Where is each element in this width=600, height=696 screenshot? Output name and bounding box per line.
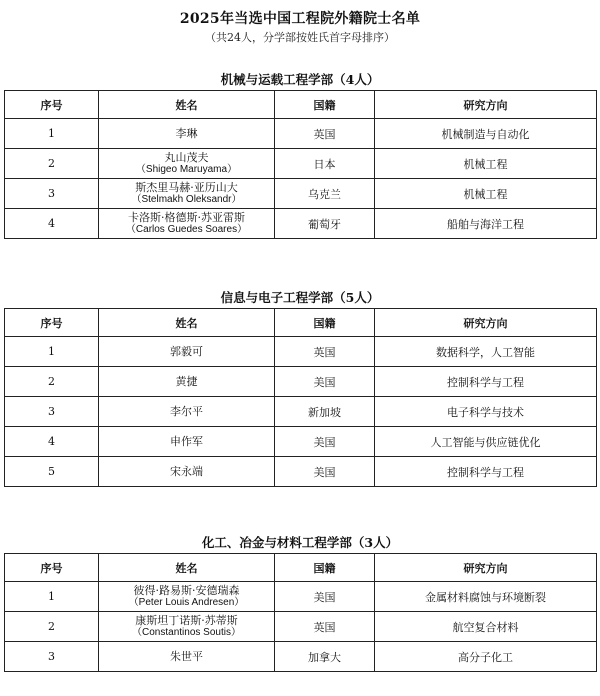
row-index: 4 <box>5 427 99 457</box>
table-row <box>5 149 597 179</box>
header-nationality: 国籍 <box>275 91 375 119</box>
row-index: 2 <box>5 612 99 642</box>
table-row <box>5 397 597 427</box>
header-index: 序号 <box>5 554 99 582</box>
member-nationality: 美国 <box>275 582 375 612</box>
member-research-field: 电子科学与技术 <box>375 397 597 427</box>
member-nationality: 美国 <box>275 457 375 487</box>
member-name-cell <box>99 367 275 397</box>
table-row <box>5 612 597 642</box>
section-title: 信息与电子工程学部（5人） <box>220 290 380 305</box>
table-row <box>5 367 597 397</box>
member-name-cell <box>99 582 275 612</box>
row-index: 2 <box>5 367 99 397</box>
member-nationality: 新加坡 <box>275 397 375 427</box>
member-name: 黄捷 <box>175 375 198 388</box>
member-research-field: 金属材料腐蚀与环境断裂 <box>375 582 597 612</box>
row-index: 4 <box>5 209 99 239</box>
member-name: 朱世平 <box>170 650 203 663</box>
member-research-field: 人工智能与供应链优化 <box>375 427 597 457</box>
table-row <box>5 582 597 612</box>
table-row <box>5 427 597 457</box>
table-header-row <box>5 309 597 337</box>
header-index: 序号 <box>5 91 99 119</box>
header-name: 姓名 <box>99 91 275 119</box>
section-chemical <box>4 533 596 672</box>
member-nationality: 美国 <box>275 427 375 457</box>
member-name-cell <box>99 457 275 487</box>
member-research-field: 控制科学与工程 <box>375 367 597 397</box>
member-nationality: 美国 <box>275 367 375 397</box>
row-index: 1 <box>5 582 99 612</box>
member-research-field: 机械制造与自动化 <box>375 119 597 149</box>
member-name: 申作军 <box>170 435 203 448</box>
member-name: 李尔平 <box>170 405 203 418</box>
member-name-cell <box>99 427 275 457</box>
header-name: 姓名 <box>99 554 275 582</box>
roster-table <box>4 308 597 487</box>
table-header-row <box>5 91 597 119</box>
table-row <box>5 457 597 487</box>
member-name: 李琳 <box>175 127 198 140</box>
member-nationality: 英国 <box>275 337 375 367</box>
row-index: 5 <box>5 457 99 487</box>
member-name-english: （Shigeo Maruyama） <box>135 164 238 175</box>
member-name-cell <box>99 612 275 642</box>
member-name-english: （Constantinos Soutis） <box>132 627 241 638</box>
section-title: 化工、冶金与材料工程学部（3人） <box>201 535 399 550</box>
row-index: 3 <box>5 179 99 209</box>
table-header-row <box>5 554 597 582</box>
member-name: 郭毅可 <box>170 345 203 358</box>
row-index: 3 <box>5 642 99 672</box>
header-nationality: 国籍 <box>275 554 375 582</box>
member-research-field: 高分子化工 <box>375 642 597 672</box>
section-mechanical <box>4 70 596 239</box>
header-field: 研究方向 <box>375 554 597 582</box>
table-row <box>5 337 597 367</box>
row-index: 3 <box>5 397 99 427</box>
header-index: 序号 <box>5 309 99 337</box>
page-title: 2025年当选中国工程院外籍院士名单 <box>179 11 421 27</box>
member-nationality: 乌克兰 <box>275 179 375 209</box>
member-name-english: （Stelmakh Oleksandr） <box>131 194 242 205</box>
member-nationality: 日本 <box>275 149 375 179</box>
member-nationality: 英国 <box>275 612 375 642</box>
header-field: 研究方向 <box>375 309 597 337</box>
member-name-cell <box>99 149 275 179</box>
page-subtitle: （共24人，分学部按姓氏首字母排序） <box>205 31 395 44</box>
member-research-field: 控制科学与工程 <box>375 457 597 487</box>
member-name-english: （Peter Louis Andresen） <box>128 597 245 608</box>
member-name-cell <box>99 119 275 149</box>
roster-table <box>4 553 597 672</box>
table-row <box>5 642 597 672</box>
member-name: 宋永端 <box>170 465 203 478</box>
member-nationality: 加拿大 <box>275 642 375 672</box>
member-research-field: 机械工程 <box>375 179 597 209</box>
member-nationality: 葡萄牙 <box>275 209 375 239</box>
member-research-field: 数据科学，人工智能 <box>375 337 597 367</box>
member-name-cell <box>99 209 275 239</box>
member-name: 彼得·路易斯·安德瑞森 <box>133 584 240 597</box>
member-name-cell <box>99 337 275 367</box>
member-name-english: （Carlos Guedes Soares） <box>125 224 248 235</box>
row-index: 2 <box>5 149 99 179</box>
member-name-cell <box>99 397 275 427</box>
table-row <box>5 179 597 209</box>
member-nationality: 英国 <box>275 119 375 149</box>
member-name-cell <box>99 179 275 209</box>
member-name-cell <box>99 642 275 672</box>
member-research-field: 船舶与海洋工程 <box>375 209 597 239</box>
member-research-field: 航空复合材料 <box>375 612 597 642</box>
header-field: 研究方向 <box>375 91 597 119</box>
member-name: 康斯坦丁诺斯·苏蒂斯 <box>135 614 238 627</box>
section-information <box>4 288 596 487</box>
member-name: 卡洛斯·格德斯·苏亚雷斯 <box>128 211 245 224</box>
table-row <box>5 209 597 239</box>
row-index: 1 <box>5 119 99 149</box>
row-index: 1 <box>5 337 99 367</box>
section-title: 机械与运载工程学部（4人） <box>220 72 380 87</box>
member-research-field: 机械工程 <box>375 149 597 179</box>
table-row <box>5 119 597 149</box>
member-name: 斯杰里马赫·亚历山大 <box>135 181 238 194</box>
header-name: 姓名 <box>99 309 275 337</box>
roster-table <box>4 90 597 239</box>
member-name: 丸山茂夫 <box>164 151 209 164</box>
header-nationality: 国籍 <box>275 309 375 337</box>
